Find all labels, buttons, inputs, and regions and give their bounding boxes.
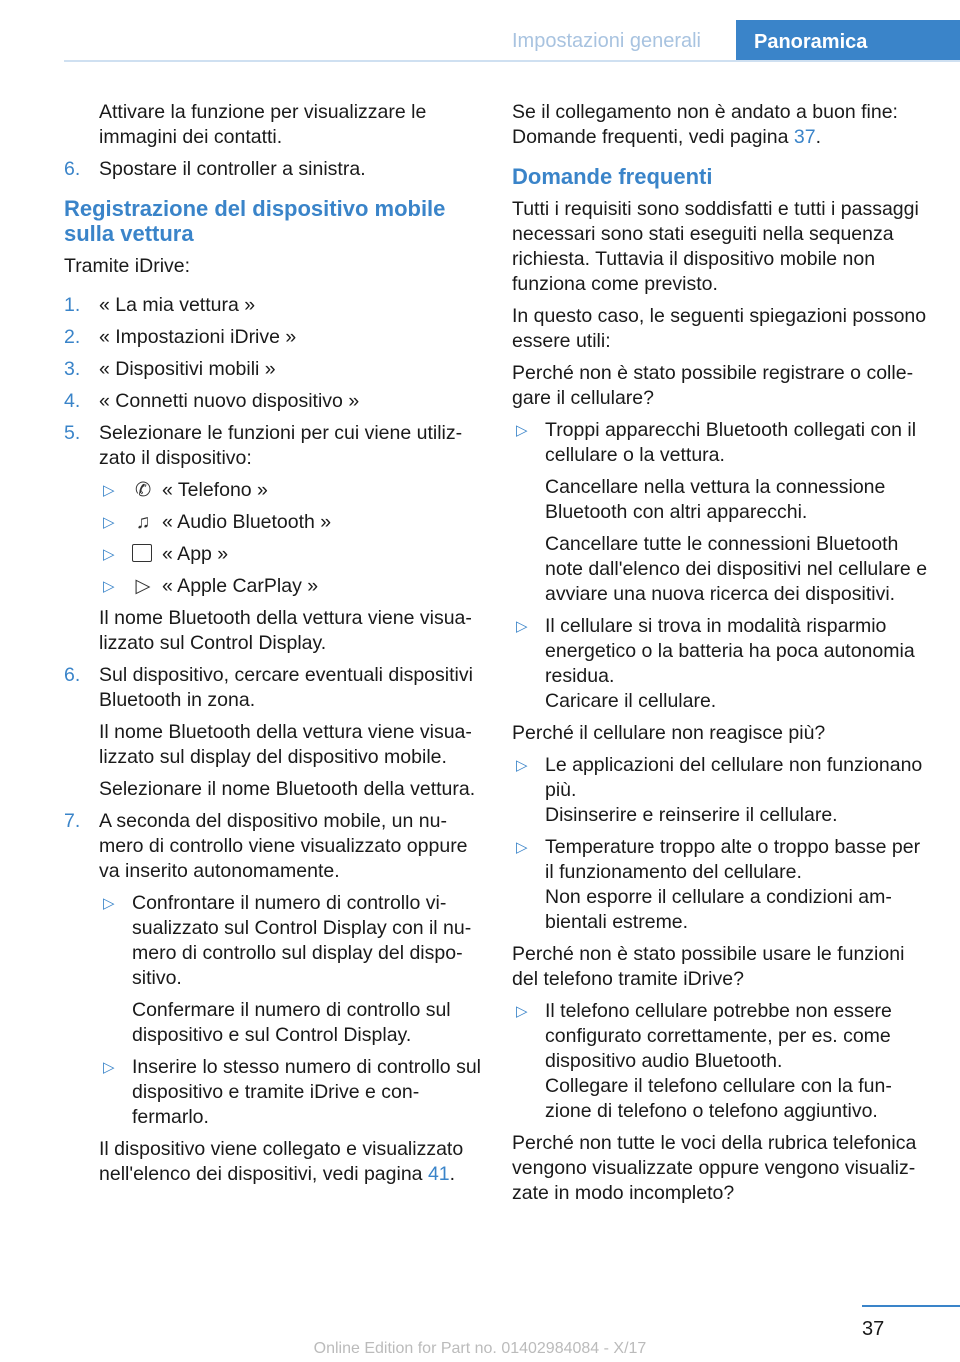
step-note: Il nome Bluetooth della vettura viene visualizzato sul display del dispositivo mobile.: [99, 721, 472, 768]
question: Perché il cellulare non reagisce più?: [512, 722, 826, 744]
bullet-item: [512, 835, 928, 935]
bullet-text: « Audio Bluetooth »: [162, 511, 332, 533]
list-item: [64, 157, 484, 182]
step-note: Il nome Bluetooth della vettura viene visualizzato sul Control Display.: [99, 607, 472, 654]
step-text: A seconda del dispositivo mobile, un numero di controllo viene visualizzato oppure va inserito autonomamente.: [99, 810, 468, 882]
bullet-text: « Apple CarPlay »: [162, 575, 319, 597]
bullet-item: [512, 753, 928, 828]
triangle-bullet-icon: ▷: [516, 757, 528, 774]
step-number: 7.: [64, 810, 81, 832]
bullet-note: Non esporre il cellulare a condizioni ambientali estreme.: [545, 886, 892, 933]
bullet-item: [99, 891, 484, 1048]
triangle-bullet-icon: ▷: [516, 422, 528, 439]
final-text: Il dispositivo viene collegato e visualizzato nell'elenco dei dispositivi, vedi pagina 41.: [99, 1138, 464, 1185]
triangle-bullet-icon: ▷: [516, 1003, 528, 1020]
phone-icon: ✆: [134, 479, 152, 501]
bullet-item: [512, 418, 928, 607]
header-tab: Panoramica: [736, 20, 960, 62]
section-heading: Registrazione del dispositivo mobile sulla vettura: [64, 196, 446, 246]
step-text: « Connetti nuovo dispositivo »: [99, 390, 360, 412]
footer-edition: Online Edition for Part no. 01402984084 - X/17: [313, 1340, 647, 1357]
step-number: 1.: [64, 294, 81, 316]
bullet-note: Confermare il numero di controllo sul dispositivo e sul Control Display.: [132, 999, 451, 1046]
right-column: [512, 100, 928, 1213]
triangle-bullet-icon: ▷: [103, 895, 115, 912]
bullet-text: Inserire lo stesso numero di controllo sul dispositivo e tramite iDrive e confermarlo.: [132, 1056, 481, 1128]
bullet-item: [512, 999, 928, 1124]
bullet-item: [99, 542, 484, 567]
bullet-item: [99, 574, 484, 599]
paragraph: In questo caso, le seguenti spiegazioni possono essere utili:: [512, 305, 927, 352]
step-text: « Dispositivi mobili »: [99, 358, 276, 380]
bullet-note: Cancellare nella vettura la connessione Bluetooth con altri apparecchi.: [545, 476, 886, 523]
step-text: « Impostazioni iDrive »: [99, 326, 297, 348]
bullet-text: Troppi apparecchi Bluetooth collegati con il cellulare o la vettura.: [545, 419, 917, 466]
bullet-text: « Telefono »: [162, 479, 268, 501]
footer-rule: [862, 1305, 960, 1307]
bullet-note: Collegare il telefono cellulare con la funzione di telefono o telefono aggiuntivo.: [545, 1075, 892, 1122]
triangle-bullet-icon: ▷: [516, 839, 528, 856]
triangle-bullet-icon: ▷: [103, 578, 115, 595]
triangle-bullet-icon: ▷: [103, 514, 115, 531]
page-number: 37: [862, 1318, 885, 1340]
question: Perché non tutte le voci della rubrica telefonica vengono visualizzate oppure vengono visualizzate in modo incompleto?: [512, 1132, 917, 1204]
triangle-bullet-icon: ▷: [103, 482, 115, 499]
music-note-icon: ♫: [135, 511, 151, 533]
question: Perché non è stato possibile registrare o collegare il cellulare?: [512, 362, 914, 409]
triangle-bullet-icon: ▷: [103, 546, 115, 563]
header-rule: [64, 60, 960, 62]
paragraph: Tutti i requisiti sono soddisfatti e tutti i passaggi necessari sono stati eseguiti nella sequenza richiesta. Tuttavia il dispositivo mobile non funziona come previsto.: [512, 198, 919, 295]
bullet-text: « App »: [162, 543, 229, 565]
bullet-item: [99, 510, 484, 535]
list-item: [64, 663, 484, 802]
bullet-note: Caricare il cellulare.: [545, 690, 717, 712]
list-item: [64, 357, 484, 382]
list-item: [64, 293, 484, 318]
list-item: [64, 389, 484, 414]
page-link[interactable]: 37: [793, 126, 816, 148]
question: Perché non è stato possibile usare le funzioni del telefono tramite iDrive?: [512, 943, 905, 990]
list-item: [64, 325, 484, 350]
page-link[interactable]: 41: [427, 1163, 450, 1185]
bullet-text: Le applicazioni del cellulare non funzionano più.: [545, 754, 923, 801]
header-section-title: Impostazioni generali: [512, 30, 701, 52]
bullet-note: Disinserire e reinserire il cellulare.: [545, 804, 838, 826]
step-text: Sul dispositivo, cercare eventuali dispositivi Bluetooth in zona.: [99, 664, 473, 711]
section-heading: Domande frequenti: [512, 164, 713, 189]
app-box-icon: [132, 544, 152, 562]
step-number: 6.: [64, 664, 81, 686]
step-number: 6.: [64, 158, 81, 180]
step-text: Spostare il controller a sinistra.: [99, 158, 366, 180]
bullet-item: [99, 1055, 484, 1130]
step-text: Selezionare le funzioni per cui viene utilizzato il dispositivo:: [99, 422, 463, 469]
list-item: [64, 421, 484, 656]
bullet-text: Temperature troppo alte o troppo basse per il funzionamento del cellulare.: [545, 836, 921, 883]
step-note: Selezionare il nome Bluetooth della vettura.: [99, 778, 476, 800]
paragraph: Se il collegamento non è andato a buon fine: Domande frequenti, vedi pagina 37.: [512, 101, 898, 148]
bullet-text: Confrontare il numero di controllo visualizzato sul Control Display con il numero di controllo sul display del dispositivo.: [132, 892, 472, 989]
step-number: 4.: [64, 390, 81, 412]
bullet-item: [99, 478, 484, 503]
step-number: 5.: [64, 422, 81, 444]
step-number: 2.: [64, 326, 81, 348]
step-number: 3.: [64, 358, 81, 380]
list-item: [64, 809, 484, 1187]
bullet-item: [512, 614, 928, 714]
triangle-bullet-icon: ▷: [516, 618, 528, 635]
step-text: « La mia vettura »: [99, 294, 256, 316]
bullet-text: Il telefono cellulare potrebbe non essere configurato correttamente, per es. come dispositivo audio Bluetooth.: [545, 1000, 892, 1072]
left-column: [64, 100, 484, 1194]
via-text: Tramite iDrive:: [64, 255, 191, 277]
carplay-play-icon: ▷: [135, 575, 151, 597]
bullet-text: Il cellulare si trova in modalità risparmio energetico o la batteria ha poca autonomia residua.: [545, 615, 915, 687]
bullet-note: Cancellare tutte le connessioni Bluetooth note dall'elenco dei dispositivi nel cellulare e avviare una nuova ricerca dei dispositivi.: [545, 533, 928, 605]
triangle-bullet-icon: ▷: [103, 1059, 115, 1076]
intro-text: Attivare la funzione per visualizzare le immagini dei contatti.: [99, 101, 427, 148]
